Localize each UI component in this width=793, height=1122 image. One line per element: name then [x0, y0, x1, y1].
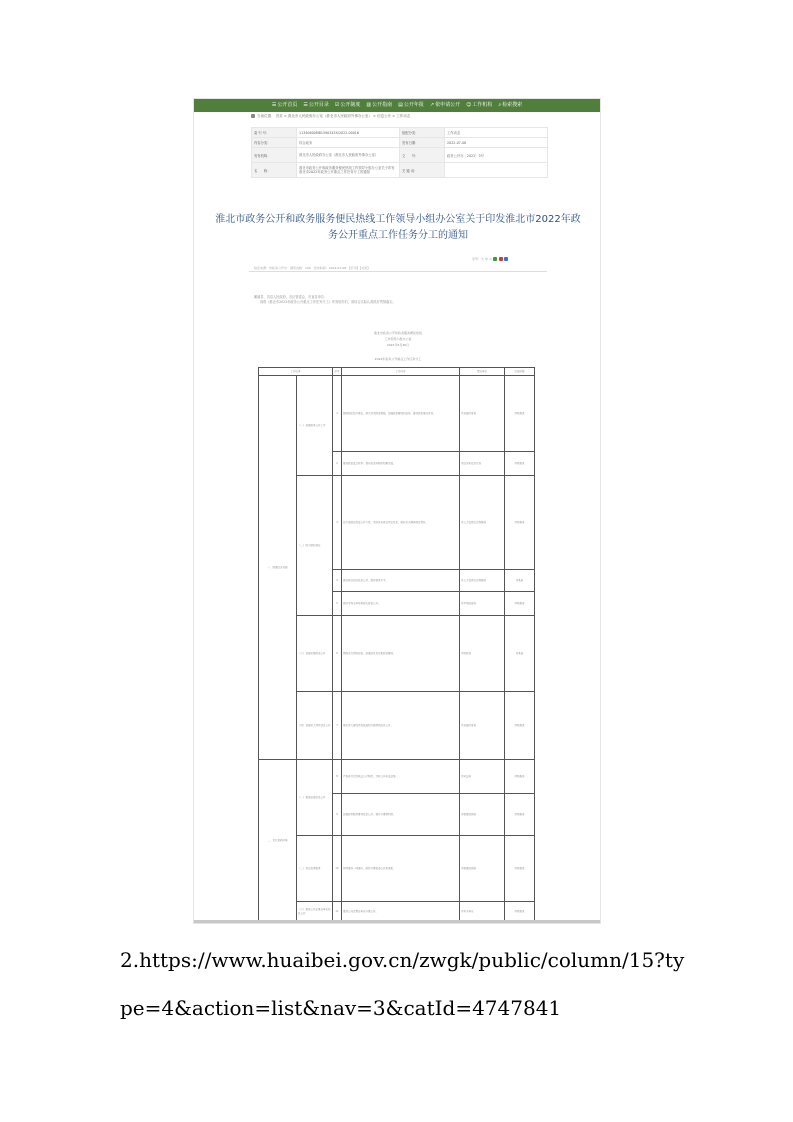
nav-label: 依申请公开 [435, 102, 461, 108]
list-icon: ☰ [303, 102, 308, 108]
nav-item[interactable] [272, 99, 298, 112]
nav-label: 检索搜索 [502, 102, 523, 108]
caption-url: https://www.huaibei.gov.cn/zwgk/public/column/15?type=4&action=list&nav=3&catId=4747841 [120, 948, 685, 1020]
breadcrumb-separator: > [282, 114, 288, 118]
time-cell: 持续推进 [505, 836, 535, 902]
ballot-icon: ☰ [271, 102, 277, 108]
breadcrumb-link[interactable]: 工作动态 [396, 114, 411, 118]
article-body [254, 295, 544, 305]
sub-cell: （一）推进监管信息公开 [297, 760, 333, 836]
unit-cell: 市数据资源局 [460, 836, 505, 902]
nav-item[interactable] [498, 99, 522, 112]
header-task: 工作任务 [259, 368, 333, 376]
nav-label: 公开目录 [308, 102, 329, 108]
seq-cell: 9 [333, 794, 342, 836]
meta-key: 内容分类： [252, 138, 297, 148]
meta-key: 名 称： [252, 163, 297, 178]
time-cell: 持续推进 [505, 452, 535, 476]
header-unit: 责任单位 [460, 368, 505, 376]
meta-value: 淮北市人民政府办公室（淮北市人民政府外事办公室） [297, 148, 400, 163]
unit-cell: 市数据资源局 [460, 794, 505, 836]
sub-cell: （三）加强重要政策公开 [297, 616, 333, 692]
share-icon[interactable] [493, 257, 497, 261]
sub-cell: （三）推进公共企事业单位信息公开 [297, 902, 333, 922]
group-cell: 二、优化营商环境 [259, 760, 297, 922]
unit-cell: 市人力资源社会保障局 [460, 476, 505, 570]
content-cell: 围绕稳定经济增长，落实各项政策措施，加强政策解读和宣传，推动政策落地见效。 [342, 376, 460, 452]
salutation: 濉溪县、各县人民政府，各区管委会，市直各单位： [254, 295, 328, 299]
seq-cell: 4 [333, 570, 342, 592]
content-cell: 严格执行行政执法公示制度，及时公开执法结果。 [342, 760, 460, 794]
sub-cell: （二）优化政务服务 [297, 836, 333, 902]
time-cell: 年底前 [505, 616, 535, 692]
url-caption [120, 936, 690, 1032]
book-icon: ▤ [398, 102, 403, 108]
content-cell: 围绕重点领域改革，加强信息发布和政策解读。 [342, 616, 460, 692]
breadcrumb-separator: > [391, 114, 397, 118]
caption-number: 2. [120, 948, 140, 972]
content-cell: 做好市场主体培育相关政策公开。 [342, 592, 460, 616]
content-cell: 加大稳就业政策公开力度，及时发布就业岗位信息，做好重点群体就业帮扶。 [342, 476, 460, 570]
unit-cell: 市人力资源社会保障局 [460, 570, 505, 592]
nav-item[interactable] [430, 99, 460, 112]
meta-key: 关 键 词： [400, 163, 445, 178]
notice-line: 淮北市政务公开和政务服务便民热线 [373, 331, 422, 335]
page-title: 淮北市政务公开和政务服务便民热线工作领导小组办公室关于印发淮北市2022年政务公开重点工作任务分工的通知 [215, 214, 581, 241]
meta-key: 组配分类： [400, 128, 445, 138]
time-cell: 年底前 [505, 570, 535, 592]
page-screenshot [193, 98, 601, 924]
seq-cell: 6 [333, 616, 342, 692]
meta-key: 索 引 号： [252, 128, 297, 138]
seq-cell: 2 [333, 452, 342, 476]
checkbox-icon: ☑ [334, 102, 340, 108]
unit-cell: 市有关单位 [460, 902, 505, 922]
seq-cell: 5 [333, 592, 342, 616]
notice-line: 2022年6月30日 [386, 343, 410, 347]
notice-line: 工作领导小组办公室 [384, 337, 412, 341]
font-size-control[interactable]: 字号：大 中 小 [472, 257, 492, 261]
nav-label: 公开年报 [403, 102, 424, 108]
top-navigation [194, 99, 600, 112]
meta-value: 工作动态 [445, 128, 548, 138]
metadata-table [251, 127, 548, 178]
seq-cell: 11 [333, 902, 342, 922]
breadcrumb-link[interactable]: 首页 [275, 114, 283, 118]
breadcrumb-link[interactable]: 信息公开 [377, 114, 392, 118]
content-cell: 持续推进一网通办，做好办事指南公开和更新。 [342, 836, 460, 902]
meta-value: 综合政务 [297, 138, 400, 148]
nav-item[interactable] [366, 99, 392, 112]
unit-cell: 市经济和信息化局 [460, 452, 505, 476]
sub-cell: （一）加强政务公开工作 [297, 376, 333, 476]
unit-cell: 市发展改革委 [460, 376, 505, 452]
time-cell: 持续推进 [505, 794, 535, 836]
nav-label: 公开制度 [340, 102, 361, 108]
intro-paragraph: 现将《淮北市2022年政务公开重点工作任务分工》印发给你们，请结合实际认真抓好贯彻落实。 [260, 300, 396, 304]
unit-cell: 市发展改革委 [460, 692, 505, 760]
breadcrumb [251, 114, 410, 119]
meta-key: 文 号： [400, 148, 445, 163]
nav-label: 公开首页 [277, 102, 298, 108]
nav-item[interactable] [398, 99, 424, 112]
breadcrumb-link[interactable]: 淮北市人民政府办公室（淮北市人民政府外事办公室） [287, 114, 372, 118]
scrollbar-track[interactable] [194, 920, 600, 923]
divider [249, 271, 547, 272]
weibo-icon[interactable] [499, 257, 503, 261]
article-info: 信息来源：市政务公开办 浏览次数：100 发布时间：2022-07-08 【打印】【关闭】 [254, 266, 371, 270]
sub-cell: （四）加强重大项目信息公开 [297, 692, 333, 760]
seq-cell: 1 [333, 376, 342, 452]
group-cell: 一、助推经济发展 [259, 376, 297, 760]
search-icon: ⌕ [498, 102, 502, 108]
time-cell: 持续推进 [505, 376, 535, 452]
seq-cell: 8 [333, 760, 342, 794]
home-icon [251, 114, 255, 118]
sub-cell: （二）助力做好就业 [297, 476, 333, 616]
seq-cell: 3 [333, 476, 342, 570]
nav-item[interactable] [303, 99, 329, 112]
meta-value: 淮北市政务公开和政务服务便民热线工作领导小组办公室关于印发淮北市2022年政务公开重点工作任务分工的通知 [297, 163, 400, 178]
time-cell: 持续推进 [505, 476, 535, 570]
time-cell: 持续推进 [505, 692, 535, 760]
time-cell: 持续推进 [505, 902, 535, 922]
breadcrumb-separator: > [371, 114, 378, 118]
task-table [258, 367, 535, 922]
seq-cell: 10 [333, 836, 342, 902]
content-cell: 做好重大建设项目批准和实施领域信息公开。 [342, 692, 460, 760]
nav-item[interactable] [335, 99, 361, 112]
people-icon: ☺ [466, 102, 472, 108]
article-tools [472, 257, 508, 261]
content-cell: 做好就业创业信息公开，提升服务水平。 [342, 570, 460, 592]
meta-value: 政务公开办〔2022〕3号 [445, 148, 548, 163]
qzone-icon[interactable] [504, 257, 508, 261]
header-seq: 序号 [333, 368, 342, 376]
unit-cell: 市财政局 [460, 616, 505, 692]
header-content: 工作内容 [342, 368, 460, 376]
unit-cell: 市市场监管局 [460, 592, 505, 616]
content-cell: 推进公共企事业单位办事公开。 [342, 902, 460, 922]
content-cell: 推进政策直达快享，提升政策知晓度和惠及面。 [342, 452, 460, 476]
chart-icon: ▥ [366, 102, 372, 108]
nav-label: 公开指南 [372, 102, 393, 108]
nav-label: 工作机构 [472, 102, 493, 108]
send-icon: ↗ [429, 102, 435, 108]
meta-key: 发布日期： [400, 138, 445, 148]
header-time: 完成时限 [505, 368, 535, 376]
seq-cell: 7 [333, 692, 342, 760]
content-cell: 加强政务服务事项信息公开，提升办事便利度。 [342, 794, 460, 836]
nav-item[interactable] [466, 99, 492, 112]
table-caption: 2022年政务公开重点工作任务分工 [374, 357, 422, 361]
meta-value [445, 163, 548, 178]
time-cell: 持续推进 [505, 592, 535, 616]
unit-cell: 市司法局 [460, 760, 505, 794]
meta-value: 2022-07-08 [445, 138, 548, 148]
meta-value: 11340600MB1590345X/2022-00016 [297, 128, 400, 138]
time-cell: 持续推进 [505, 760, 535, 794]
meta-key: 发布机构： [252, 148, 297, 163]
breadcrumb-prefix: 当前位置： [257, 114, 275, 118]
